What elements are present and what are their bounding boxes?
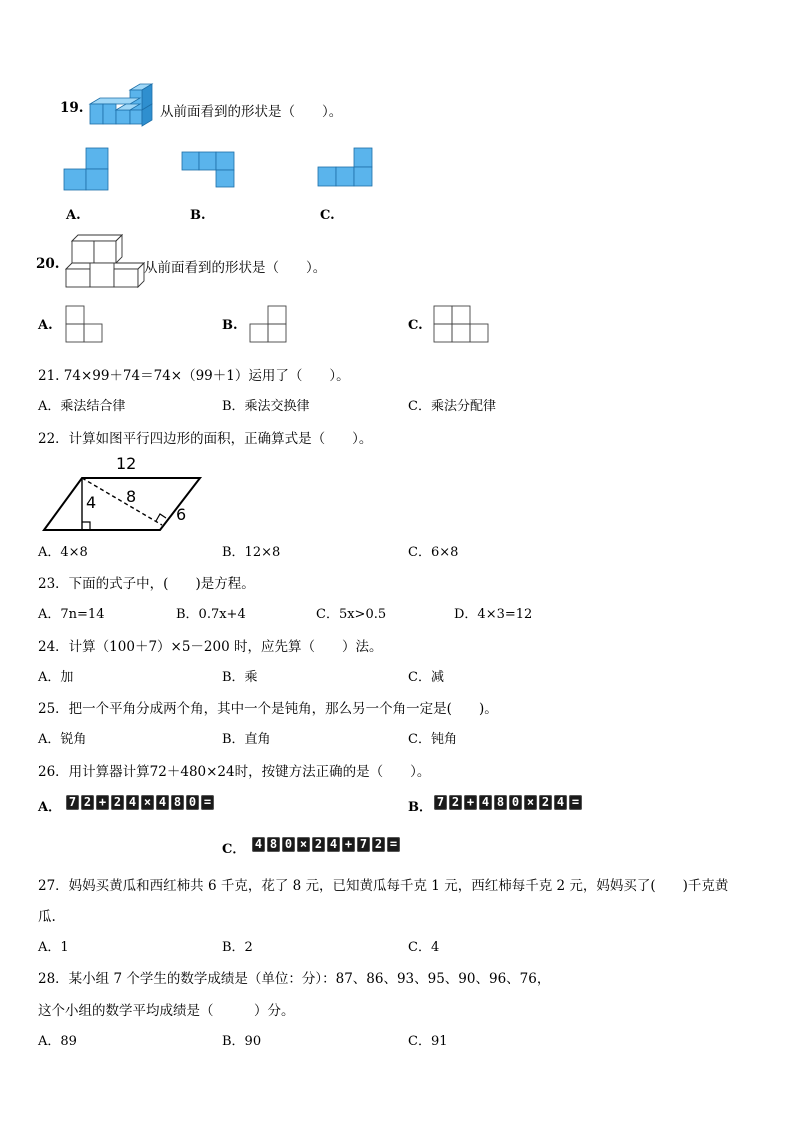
q19-option-c-figure[interactable] — [316, 148, 376, 190]
q25-option-c[interactable]: C．钝角 — [408, 732, 457, 747]
q21-stem: 21. 74×99＋74＝74×（99＋1）运用了（ ）。 — [38, 368, 350, 384]
q24-option-a[interactable]: A．加 — [38, 670, 74, 685]
q25-option-a[interactable]: A．锐角 — [38, 732, 87, 747]
q28-stem-line2: 这个小组的数学平均成绩是（ ）分。 — [38, 1003, 295, 1019]
calc-key: 7 — [66, 795, 79, 810]
q20-cube-figure — [64, 233, 146, 289]
q24-option-b[interactable]: B．乘 — [222, 670, 258, 685]
q19-option-b-figure[interactable] — [182, 152, 238, 190]
calc-key: 2 — [372, 837, 385, 852]
calc-key: × — [524, 795, 537, 810]
q20-option-c-figure[interactable] — [434, 306, 490, 344]
calc-key: 2 — [312, 837, 325, 852]
calc-key: 0 — [186, 795, 199, 810]
calc-key: + — [464, 795, 477, 810]
calc-key: 4 — [156, 795, 169, 810]
q22-option-c[interactable]: C．6×8 — [408, 545, 459, 560]
calc-key: + — [96, 795, 109, 810]
q21-option-c[interactable]: C．乘法分配律 — [408, 399, 496, 414]
q20-option-a[interactable]: A. — [38, 318, 53, 333]
q22-top-label: 12 — [116, 454, 137, 473]
q20-option-a-figure[interactable] — [66, 306, 104, 344]
q22-option-a[interactable]: A．4×8 — [38, 545, 88, 560]
calc-key: = — [387, 837, 400, 852]
q22-height-label: 4 — [86, 493, 97, 512]
q27-stem-line2: 瓜. — [38, 909, 56, 925]
q22-stem: 22．计算如图平行四边形的面积，正确算式是（ ）。 — [38, 431, 373, 447]
q26-stem: 26．用计算器计算72＋480×24时，按键方法正确的是（ ）。 — [38, 764, 431, 780]
q22-option-b[interactable]: B．12×8 — [222, 545, 281, 560]
calc-key: 8 — [267, 837, 280, 852]
calc-key: 4 — [479, 795, 492, 810]
q19-option-a-figure[interactable] — [64, 148, 112, 192]
q28-option-b[interactable]: B．90 — [222, 1034, 262, 1049]
calc-key: 7 — [434, 795, 447, 810]
q19-option-c[interactable]: C. — [320, 208, 335, 223]
calc-key: = — [569, 795, 582, 810]
calc-key: + — [342, 837, 355, 852]
calc-key: 2 — [81, 795, 94, 810]
q27-option-b[interactable]: B．2 — [222, 940, 253, 955]
calc-key: 0 — [509, 795, 522, 810]
q21-option-a[interactable]: A．乘法结合律 — [38, 399, 126, 414]
q19-cube-figure — [88, 82, 156, 132]
q19-stem: 从前面看到的形状是（ ）。 — [160, 104, 343, 120]
q24-stem: 24．计算（100＋7）×5－200 时，应先算（ ）法。 — [38, 639, 383, 655]
calc-key: 4 — [126, 795, 139, 810]
q23-stem: 23．下面的式子中，( )是方程。 — [38, 576, 255, 592]
q19-option-a[interactable]: A. — [66, 208, 81, 223]
calc-key: = — [201, 795, 214, 810]
q28-option-a[interactable]: A．89 — [38, 1034, 77, 1049]
q24-option-c[interactable]: C．减 — [408, 670, 444, 685]
q27-option-a[interactable]: A．1 — [38, 940, 69, 955]
calc-key: 2 — [449, 795, 462, 810]
q22-diagonal-label: 8 — [126, 487, 137, 506]
calc-key: 7 — [357, 837, 370, 852]
q19-number: 19. — [60, 100, 84, 116]
q25-stem: 25．把一个平角分成两个角，其中一个是钝角，那么另一个角一定是( )。 — [38, 701, 498, 717]
q28-stem-line1: 28．某小组 7 个学生的数学成绩是（单位：分）：87、86、93、95、90、96、76， — [38, 971, 551, 987]
q26-keys-b[interactable] — [434, 795, 584, 811]
q23-option-a[interactable]: A．7n=14 — [38, 607, 105, 622]
q23-option-c[interactable]: C．5x>0.5 — [316, 607, 387, 622]
q28-option-c[interactable]: C．91 — [408, 1034, 448, 1049]
calc-key: 0 — [282, 837, 295, 852]
q22-side-label: 6 — [176, 505, 187, 524]
q26-keys-a[interactable] — [66, 795, 216, 811]
q20-option-c[interactable]: C. — [408, 318, 423, 333]
calc-key: 2 — [539, 795, 552, 810]
q22-parallelogram-figure — [40, 452, 210, 536]
calc-key: × — [141, 795, 154, 810]
q21-option-b[interactable]: B．乘法交换律 — [222, 399, 310, 414]
q20-option-b-figure[interactable] — [250, 306, 288, 344]
q23-option-d[interactable]: D．4×3=12 — [454, 607, 533, 622]
calc-key: 4 — [327, 837, 340, 852]
q26-option-a[interactable]: A． — [38, 800, 62, 815]
q26-keys-c[interactable] — [252, 837, 402, 853]
calc-key: 8 — [171, 795, 184, 810]
calc-key: 4 — [554, 795, 567, 810]
q23-option-b[interactable]: B．0.7x+4 — [176, 607, 246, 622]
calc-key: × — [297, 837, 310, 852]
q20-number: 20. — [36, 256, 60, 272]
q20-option-b[interactable]: B. — [222, 318, 238, 333]
q26-option-c[interactable]: C． — [222, 842, 246, 857]
q25-option-b[interactable]: B．直角 — [222, 732, 271, 747]
q26-option-b[interactable]: B． — [408, 800, 432, 815]
q19-option-b[interactable]: B. — [190, 208, 206, 223]
calc-key: 4 — [252, 837, 265, 852]
q27-option-c[interactable]: C．4 — [408, 940, 440, 955]
calc-key: 2 — [111, 795, 124, 810]
q20-stem: 从前面看到的形状是（ ）。 — [144, 260, 327, 276]
q27-stem-line1: 27．妈妈买黄瓜和西红柿共 6 千克，花了 8 元，已知黄瓜每千克 1 元，西红柿每千克 2 元，妈妈买了( )千克黄 — [38, 878, 729, 894]
calc-key: 8 — [494, 795, 507, 810]
